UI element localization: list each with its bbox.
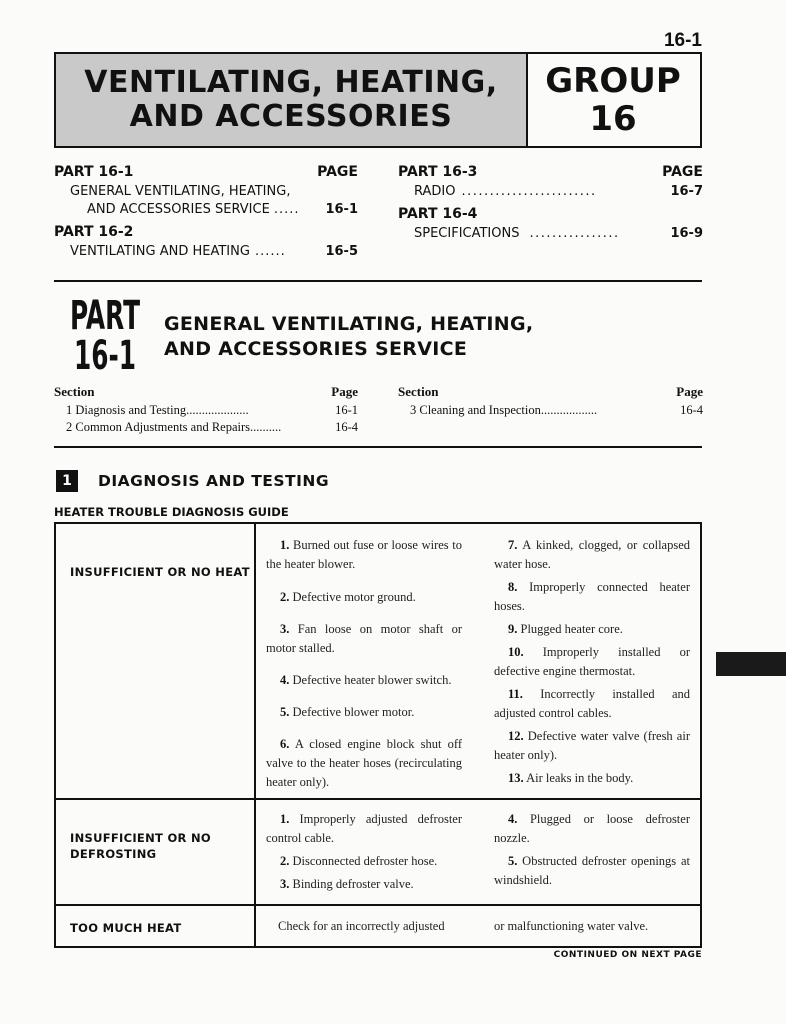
toc-page-heading: PAGE — [662, 164, 703, 180]
section-entry-number: 1 — [66, 403, 73, 417]
toc-entry-text: RADIO — [414, 184, 456, 199]
toc-page-heading: PAGE — [317, 164, 358, 180]
toc-right: PART 16-3 PAGE RADIO ........................ 16-7 PART 16-4 SPECIFICATIONS ................ 16-9 — [398, 164, 703, 241]
cause-text: Check for an incorrectly adjusted — [278, 919, 445, 933]
leader-dots: .................. — [540, 403, 598, 417]
condition-label: TOO MUCH HEAT — [70, 921, 182, 935]
chapter-title-line1: VENTILATING, HEATING, — [84, 65, 498, 100]
table-row-divider — [56, 904, 700, 906]
section-heading: Section — [398, 384, 439, 399]
cause-item: 4. Plugged or loose defroster nozzle. — [494, 812, 690, 845]
toc-entry-text: AND ACCESSORIES SERVICE — [87, 202, 270, 217]
toc-part-label: PART 16-1 — [54, 164, 134, 180]
cause-item: 1. Improperly adjusted defroster control cable. — [266, 812, 463, 845]
cause-item: 2. Defective motor ground. — [280, 590, 416, 604]
cause-column — [494, 536, 690, 788]
toc-part-label: PART 16-4 — [398, 206, 478, 222]
section-entry-page: 16-1 — [335, 403, 358, 417]
section-number-badge: 1 — [56, 470, 78, 492]
part-number: 16-1 — [74, 333, 137, 379]
condition-label: INSUFFICIENT OR NO DEFROSTING — [70, 831, 211, 861]
page-heading: Page — [676, 384, 703, 399]
group-label: GROUP — [545, 61, 681, 101]
cause-text: or malfunctioning water valve. — [494, 919, 649, 933]
toc-part-label: PART 16-2 — [54, 224, 134, 240]
cause-item: 6. A closed engine block shut off valve to the heater hoses (recirculating heater only). — [266, 737, 462, 789]
table-row-divider — [56, 798, 700, 800]
chapter-header — [54, 52, 702, 148]
cause-item: 10. Improperly installed or defective engine thermostat. — [494, 645, 690, 678]
cause-item: 11. Incorrectly installed and adjusted control cables. — [494, 687, 690, 720]
toc-entry-page: 16-9 — [670, 226, 703, 241]
group-box — [526, 54, 700, 146]
section-entry-number: 3 — [410, 403, 417, 417]
section-entry-page: 16-4 — [335, 420, 358, 434]
page-heading: Page — [331, 384, 358, 399]
section-heading-diagnosis: DIAGNOSIS AND TESTING — [98, 472, 330, 490]
cause-item: 9. Plugged heater core. — [508, 622, 623, 636]
part-title-line1: GENERAL VENTILATING, HEATING, — [164, 313, 534, 335]
toc-entry-page: 16-5 — [325, 244, 358, 259]
cause-item: 3. Fan loose on motor shaft or motor stalled. — [266, 622, 462, 655]
section-heading: Section — [54, 384, 95, 399]
cause-item: 5. Obstructed defroster openings at windshield. — [494, 854, 690, 887]
continued-note: CONTINUED ON NEXT PAGE — [553, 950, 702, 960]
cause-column — [494, 810, 690, 890]
toc-left: PART 16-1 PAGE GENERAL VENTILATING, HEATING, AND ACCESSORIES SERVICE ..... 16-1 PART 16-2 VENTILATING AND HEATING ...... 16-5 — [54, 164, 358, 259]
section-entry-title: Diagnosis and Testing — [75, 403, 187, 417]
section-entry[interactable] — [54, 402, 358, 419]
section-index-left — [54, 384, 358, 436]
cause-item: 7. A kinked, clogged, or collapsed water hose. — [494, 538, 691, 571]
cause-item: 2. Disconnected defroster hose. — [280, 854, 438, 868]
cause-item: 1. Burned out fuse or loose wires to the heater blower. — [266, 538, 462, 571]
divider — [54, 446, 702, 448]
toc-entry-text: SPECIFICATIONS — [414, 226, 520, 241]
leader-dots: .................... — [186, 403, 249, 417]
cause-item: 4. Defective heater blower switch. — [280, 673, 452, 687]
part-word: PART — [70, 293, 140, 339]
chapter-title-line2: AND ACCESSORIES — [129, 99, 453, 134]
part-title-line2: AND ACCESSORIES SERVICE — [164, 338, 468, 360]
section-index-right — [398, 384, 703, 419]
cause-column — [266, 536, 462, 792]
divider — [54, 280, 702, 282]
cause-item: 8. Improperly connected heater hoses. — [494, 580, 690, 613]
cause-item: 12. Defective water valve (fresh air heater only). — [494, 729, 690, 762]
table-column-divider — [254, 524, 256, 946]
cause-item: 13. Air leaks in the body. — [508, 771, 634, 785]
part-title — [164, 312, 533, 362]
table-caption: HEATER TROUBLE DIAGNOSIS GUIDE — [54, 505, 289, 519]
toc-entry-text: VENTILATING AND HEATING — [70, 244, 250, 259]
cause-column — [266, 810, 462, 894]
section-entry[interactable] — [398, 402, 703, 419]
group-number: 16 — [589, 99, 637, 139]
section-entry-title: Cleaning and Inspection — [419, 403, 541, 417]
toc-part-label: PART 16-3 — [398, 164, 478, 180]
toc-entry-page: 16-1 — [325, 202, 358, 217]
toc-entry-text: GENERAL VENTILATING, HEATING, — [70, 184, 291, 199]
section-entry-page: 16-4 — [680, 403, 703, 417]
leader-dots: .......... — [250, 420, 282, 434]
thumb-index-tab — [716, 652, 786, 676]
section-entry-number: 2 — [66, 420, 73, 434]
section-entry-title: Common Adjustments and Repairs — [75, 420, 251, 434]
diagnosis-table — [54, 522, 702, 948]
toc-entry-page: 16-7 — [670, 184, 703, 199]
chapter-title-box — [56, 54, 528, 146]
condition-label: INSUFFICIENT OR NO HEAT — [70, 565, 250, 579]
page-number: 16-1 — [663, 30, 702, 51]
cause-item: 5. Defective blower motor. — [280, 705, 415, 719]
cause-item: 3. Binding defroster valve. — [280, 877, 414, 891]
section-entry[interactable] — [54, 419, 358, 436]
